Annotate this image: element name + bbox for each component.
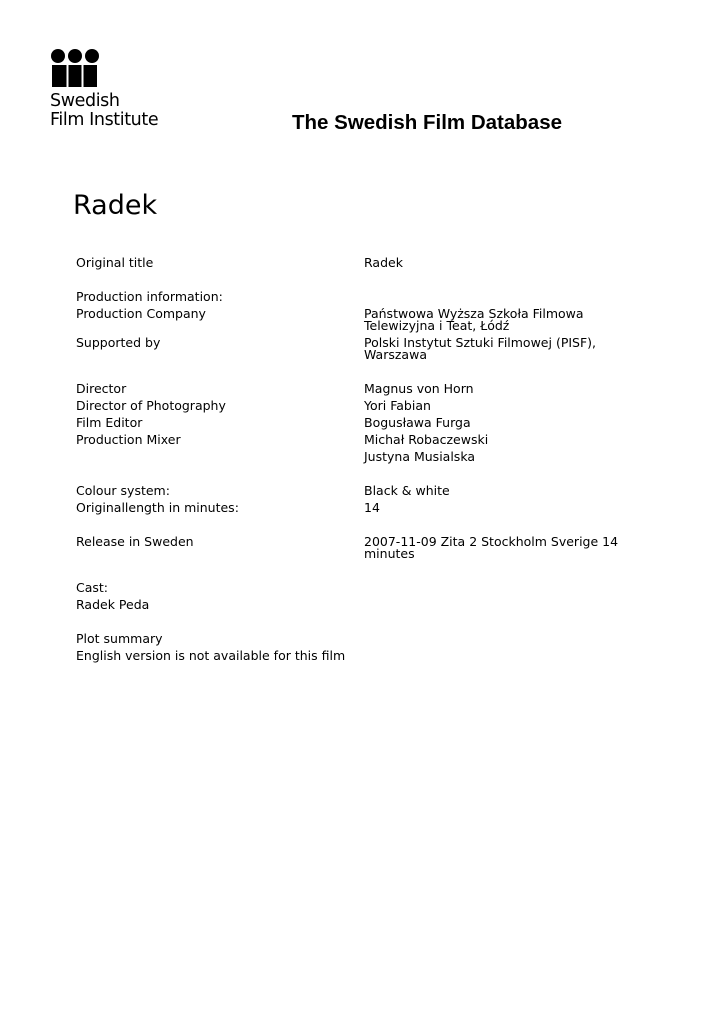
production-info-heading: Production information:: [76, 289, 223, 304]
director-value: Magnus von Horn: [364, 381, 474, 396]
colour-system-label: Colour system:: [76, 483, 170, 498]
logo-line1: Swedish: [50, 91, 120, 111]
release-value-line1: 2007-11-09 Zita 2 Stockholm Sverige 14: [364, 534, 619, 549]
director-of-photography-label: Director of Photography: [76, 398, 226, 413]
production-company-label: Production Company: [76, 306, 206, 321]
original-length-label: Originallength in minutes:: [76, 500, 239, 515]
release-value-line2: minutes: [364, 546, 415, 561]
supported-by-value-line1: Polski Instytut Sztuki Filmowej (PISF),: [364, 335, 597, 350]
original-title-value: Radek: [364, 255, 403, 270]
film-editor-label: Film Editor: [76, 415, 143, 430]
film-title: Radek: [73, 190, 158, 221]
colour-system-value: Black & white: [364, 483, 450, 498]
supported-by-value-line2: Warszawa: [364, 347, 427, 362]
cast-heading: Cast:: [76, 580, 109, 595]
original-title-label: Original title: [76, 255, 154, 270]
production-mixer-value-1: Michał Robaczewski: [364, 432, 489, 447]
plot-summary-heading: Plot summary: [76, 631, 163, 646]
logo-line2: Film Institute: [50, 110, 159, 130]
film-editor-value: Bogusława Furga: [364, 415, 471, 430]
director-of-photography-value: Yori Fabian: [364, 398, 431, 413]
production-company-value-line2: Telewizyjna i Teat, Łódź: [364, 318, 510, 333]
sfi-logo-icon: [50, 48, 100, 88]
production-mixer-label: Production Mixer: [76, 432, 181, 447]
production-mixer-value-2: Justyna Musialska: [364, 449, 475, 464]
cast-member: Radek Peda: [76, 597, 150, 612]
database-title: The Swedish Film Database: [292, 111, 562, 134]
director-label: Director: [76, 381, 127, 396]
logo-wordmark: [50, 92, 158, 130]
release-label: Release in Sweden: [76, 534, 194, 549]
plot-summary-text: English version is not available for this film: [76, 648, 346, 663]
production-company-value-line1: Państwowa Wyższa Szkoła Filmowa: [364, 306, 584, 321]
supported-by-label: Supported by: [76, 335, 161, 350]
original-length-value: 14: [364, 500, 380, 515]
